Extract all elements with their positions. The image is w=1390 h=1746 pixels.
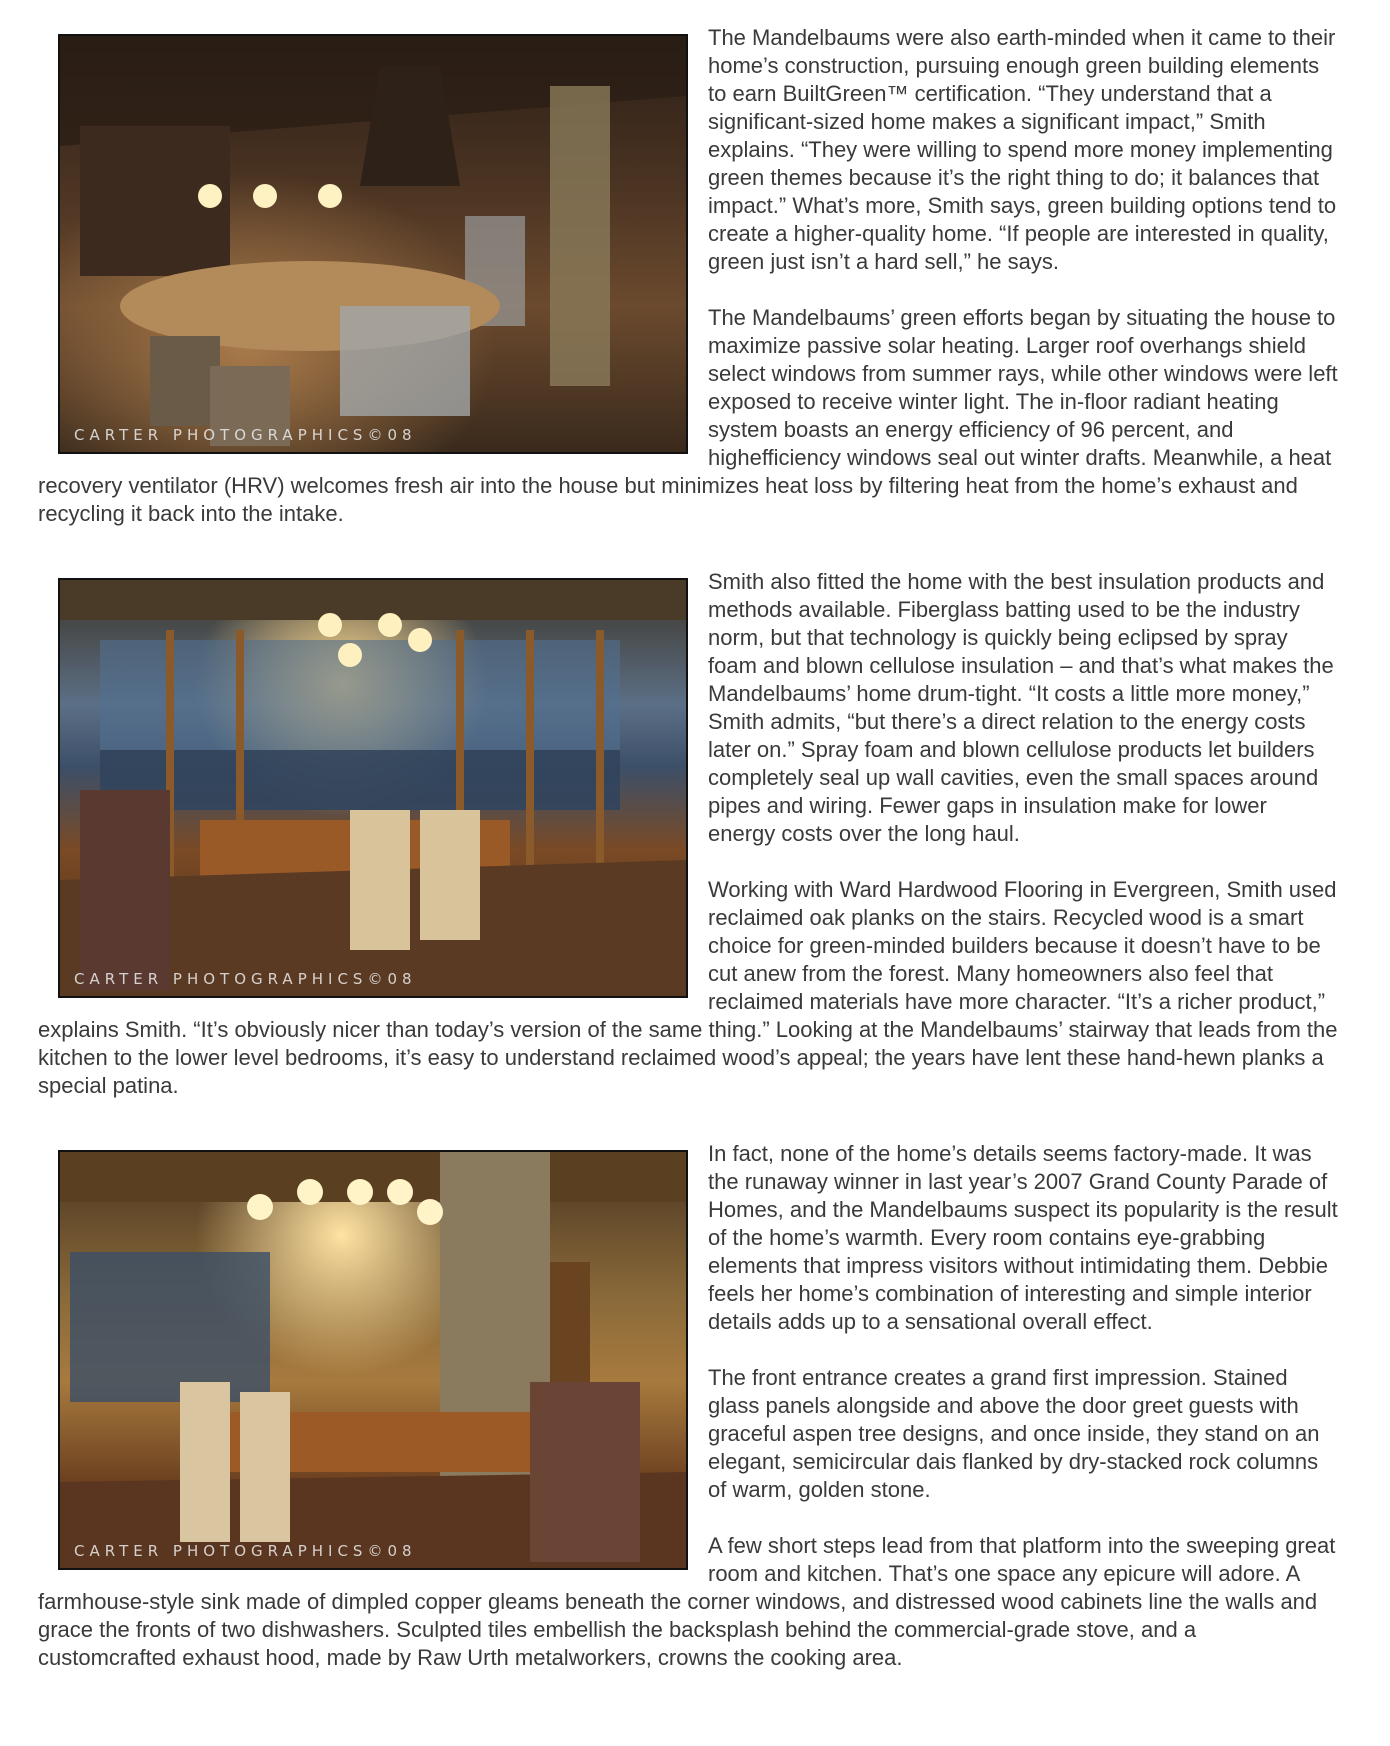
paragraph: Smith also fitted the home with the best insulation products and methods available. Fiberglass batting used to be the industry norm, but that technology is quickly being eclipsed by spray foam and blown cellulose insulation – and that’s what makes the Mandelbaums’ home drum-tight. “It costs a little more money,” Smith admits, “but there’s a direct relation to the energy costs later on.” Spray foam and blown cellulose products let builders completely seal up wall cavities, even the small spaces around pipes and wiring. Fewer gaps in insulation make for lower energy costs over the long haul.	[708, 569, 1334, 846]
kitchen-illustration	[60, 36, 686, 452]
paragraph: A few short steps lead from that platform into the sweeping great room and kitchen. That’s one space any epicure will adore. A farmhouse-style sink made of dimpled copper gleams beneath the corner windows, and distressed wood cabinets line the walls and grace the fronts of two dishwashers. Sculpted tiles embellish the backsplash behind the commercial-grade stove, and a customcrafted exhaust hood, made by Raw Urth metalworkers, crowns the cooking area.	[38, 1533, 1336, 1670]
dining-room-photo	[58, 578, 688, 998]
dining-illustration	[60, 580, 686, 996]
paragraph: Working with Ward Hardwood Flooring in Evergreen, Smith used reclaimed oak planks on the stairs. Recycled wood is a smart choice for green-minded builders because it doesn’t have to be cut anew from the forest. Many homeowners also feel that reclaimed materials have more character. “It’s a richer product,” explains Smith. “It’s obviously nicer than today’s version of the same thing.” Looking at the Mandelbaums’ stairway that leads from the kitchen to the lower level bedrooms, it’s easy to understand reclaimed wood’s appeal; the years have lent these hand-hewn planks a special patina.	[38, 877, 1338, 1098]
paragraph: The front entrance creates a grand first impression. Stained glass panels alongside and above the door greet guests with graceful aspen tree designs, and once inside, they stand on an elegant, semicircular dais flanked by dry-stacked rock columns of warm, golden stone.	[708, 1365, 1320, 1502]
dining-illustration	[60, 1152, 686, 1568]
section-3	[38, 1140, 1338, 1672]
section-1	[38, 24, 1338, 528]
paragraph: The Mandelbaums’ green efforts began by situating the house to maximize passive solar heating. Larger roof overhangs shield select windows from summer rays, while other windows were left exposed to receive winter light. The in-floor radiant heating system boasts an energy efficiency of 96 percent, and highefficiency windows seal out winter drafts. Meanwhile, a heat recovery ventilator (HRV) welcomes fresh air into the house but minimizes heat loss by filtering heat from the home’s exhaust and recycling it back into the intake.	[38, 305, 1338, 526]
photo-credit: CARTER PHOTOGRAPHICS©08	[74, 970, 417, 988]
photo-credit: CARTER PHOTOGRAPHICS©08	[74, 1542, 417, 1560]
dining-room-photo	[58, 1150, 688, 1570]
article-body	[38, 24, 1338, 1672]
photo-credit: CARTER PHOTOGRAPHICS©08	[74, 426, 417, 444]
paragraph: The Mandelbaums were also earth-minded when it came to their home’s construction, pursuing enough green building elements to earn BuiltGreen™ certification. “They understand that a significant-sized home makes a significant impact,” Smith explains. “They were willing to spend more money implementing green themes because it’s the right thing to do; it balances that impact.” What’s more, Smith says, green building options tend to create a higher-quality home. “If people are interested in quality, green just isn’t a hard sell,” he says.	[708, 25, 1337, 274]
kitchen-photo	[58, 34, 688, 454]
section-2	[38, 568, 1338, 1100]
paragraph: In fact, none of the home’s details seems factory-made. It was the runaway winner in last year’s 2007 Grand County Parade of Homes, and the Mandelbaums suspect its popularity is the result of the home’s warmth. Every room contains eye-grabbing elements that impress visitors without intimidating them. Debbie feels her home’s combination of interesting and simple interior details adds up to a sensational overall effect.	[708, 1141, 1338, 1334]
